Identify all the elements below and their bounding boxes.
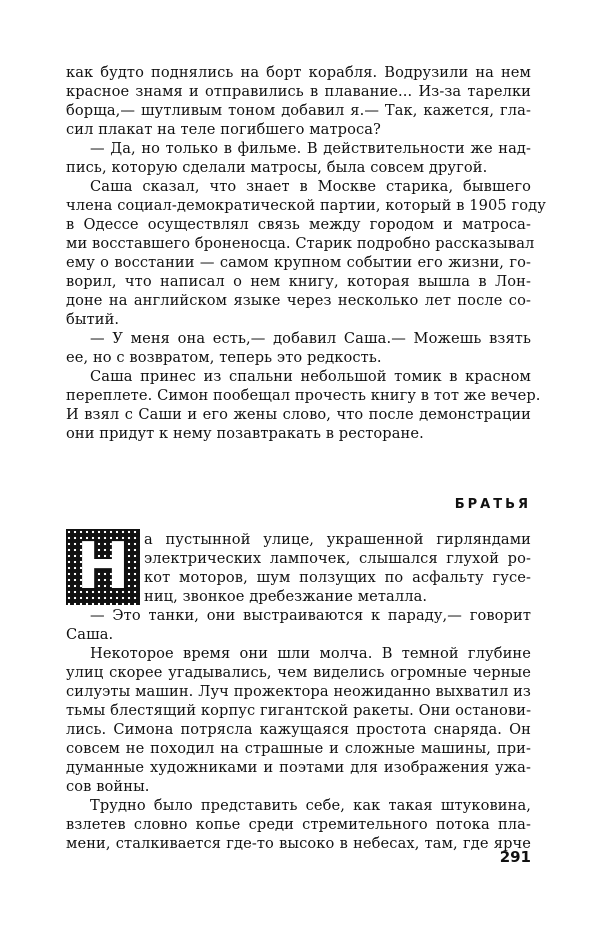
text-line: думанные художниками и поэтами для изображения ужа- <box>66 759 531 776</box>
text-line: электрических лампочек, слышался глухой ро- <box>144 550 531 567</box>
text-line: ворил, что написал о нем книгу, которая вышла в Лон- <box>66 273 531 290</box>
text-line: ему о восстании — самом крупном событии его жизни, го- <box>66 254 531 271</box>
text-line: доне на английском языке через несколько лет после со- <box>66 292 531 309</box>
text-line: борща,— шутливым тоном добавил я.— Так, кажется, гла- <box>66 102 531 119</box>
text-line: сов войны. <box>66 778 150 795</box>
text-line: члена социал-демократической партии, который в 1905 году <box>66 197 546 214</box>
text-line: ми восставшего броненосца. Старик подробно рассказывал <box>66 235 535 252</box>
text-line: а пустынной улице, украшенной гирляндами <box>144 531 531 548</box>
text-line: мени, сталкивается где-то высоко в небесах, там, где ярче <box>66 835 531 852</box>
text-line: они придут к нему позавтракать в ресторане. <box>66 425 424 442</box>
text-line: взлетев словно копье среди стремительного потока пла- <box>66 816 531 833</box>
text-line: Трудно было представить себе, как такая штуковина, <box>90 797 531 814</box>
text-line: — У меня она есть,— добавил Саша.— Можешь взять <box>90 330 531 347</box>
text-line: И взял с Саши и его жены слово, что после демонстрации <box>66 406 531 423</box>
drop-cap <box>66 529 140 605</box>
text-line: как будто поднялись на борт корабля. Водрузили на нем <box>66 64 531 81</box>
text-line: ее, но с возвратом, теперь это редкость. <box>66 349 382 366</box>
text-line: силуэты машин. Луч прожектора неожиданно выхватил из <box>66 683 531 700</box>
drop-cap-letter: Н <box>76 530 130 604</box>
text-line: красное знамя и отправились в плавание... Из-за тарелки <box>66 83 531 100</box>
text-line: пись, которую сделали матросы, была совсем другой. <box>66 159 488 176</box>
text-line: улиц скорее угадывались, чем виделись огромные черные <box>66 664 531 681</box>
text-line: — Это танки, они выстраиваются к параду,— говорит <box>90 607 531 624</box>
text-line: Саша. <box>66 626 114 643</box>
text-line: бытий. <box>66 311 120 328</box>
text-line: Саша сказал, что знает в Москве старика, бывшего <box>90 178 531 195</box>
text-line: лись. Симона потрясла кажущаяся простота снаряда. Он <box>66 721 531 738</box>
text-line: тьмы блестящий корпус гигантской ракеты. Они останови- <box>66 702 532 719</box>
text-line: сил плакат на теле погибшего матроса? <box>66 121 381 138</box>
text-line: — Да, но только в фильме. В действительности же над- <box>90 140 531 157</box>
text-line: кот моторов, шум ползущих по асфальту гусе- <box>144 569 531 586</box>
text-line: совсем не походил на страшные и сложные машины, при- <box>66 740 531 757</box>
text-line: Саша принес из спальни небольшой томик в красном <box>90 368 531 385</box>
text-line: Некоторое время они шли молча. В темной глубине <box>90 645 531 662</box>
text-line: в Одессе осуществлял связь между городом и матроса- <box>66 216 531 233</box>
text-line: ниц, звонкое дребезжание металла. <box>144 588 428 605</box>
section-title: БРАТЬЯ <box>454 497 531 512</box>
page-number: 291 <box>499 848 531 866</box>
text-line: переплете. Симон пообещал прочесть книгу в тот же вечер. <box>66 387 541 404</box>
